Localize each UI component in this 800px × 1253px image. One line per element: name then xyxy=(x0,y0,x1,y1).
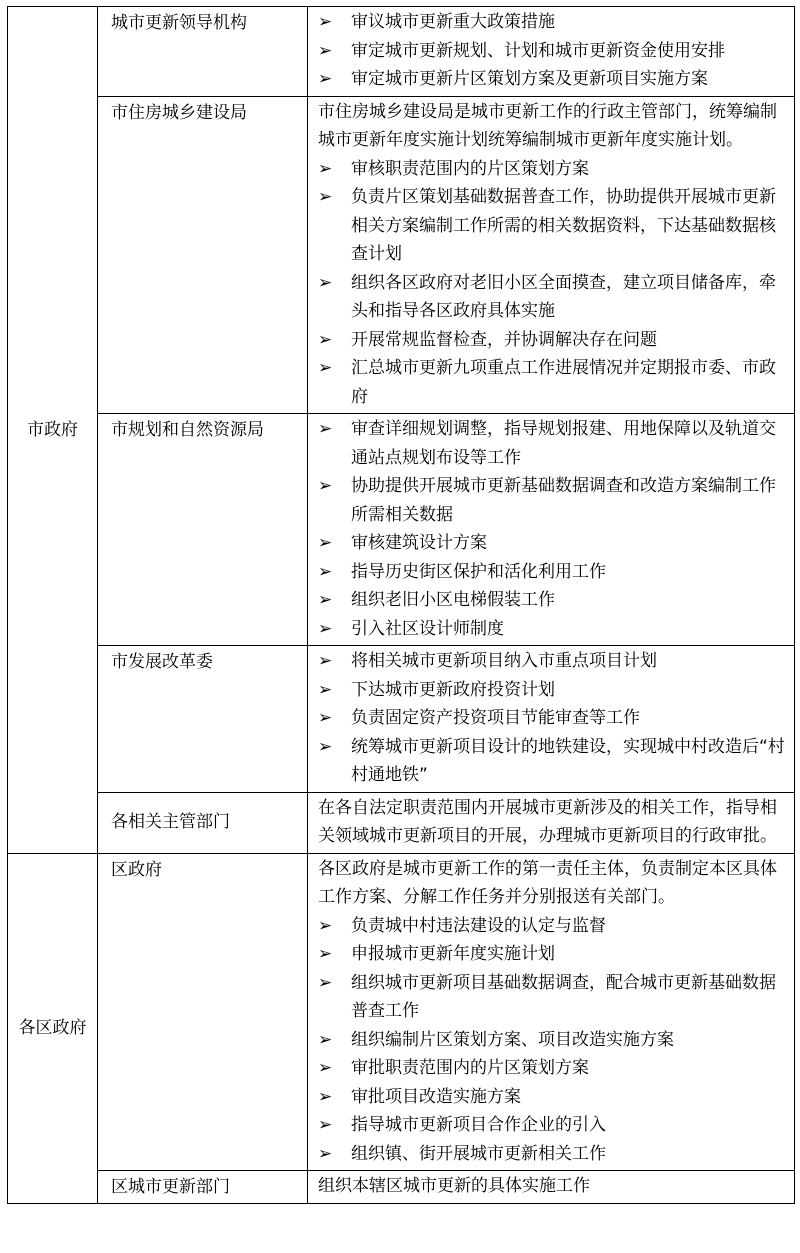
list-item: ➢ 申报城市更新年度实施计划 xyxy=(318,940,786,969)
arrow-bullet-icon: ➢ xyxy=(318,590,333,610)
arrow-bullet-icon: ➢ xyxy=(318,40,333,61)
duty-cell xyxy=(308,853,795,1171)
dept-cell xyxy=(98,646,308,793)
list-item: ➢ 负责城中村违法建设的认定与监督 xyxy=(318,912,786,941)
arrow-bullet-icon: ➢ xyxy=(318,1058,333,1078)
list-item: ➢ 组织镇、街开展城市更新相关工作 xyxy=(318,1140,786,1169)
dept-label: 市住房城乡建设局 xyxy=(111,102,247,123)
duty-cell xyxy=(308,792,795,853)
list-item: ➢ 负责片区策划基础数据普查工作，协助提供开展城市更新相关方案编制工作所需的相关数据资料，下达基础数据核查计划 xyxy=(318,183,786,269)
list-item: ➢ 审议城市更新重大政策措施 xyxy=(318,8,786,37)
table-row xyxy=(8,414,795,646)
table-row xyxy=(8,7,795,97)
duty-cell xyxy=(308,7,795,97)
dept-cell xyxy=(98,96,308,414)
list-item: ➢ 组织编制片区策划方案、项目改造实施方案 xyxy=(318,1026,786,1055)
arrow-bullet-icon: ➢ xyxy=(318,476,333,496)
list-item: ➢ 开展常规监督检查，并协调解决存在问题 xyxy=(318,326,786,355)
arrow-bullet-icon: ➢ xyxy=(318,272,333,293)
arrow-bullet-icon: ➢ xyxy=(318,618,333,639)
arrow-bullet-icon: ➢ xyxy=(318,69,333,89)
arrow-bullet-icon: ➢ xyxy=(318,12,333,32)
gov-cell-city xyxy=(8,7,98,854)
duty-cell xyxy=(308,646,795,793)
list-item: ➢ 统筹城市更新项目设计的地铁建设，实现城中村改造后“村村通地铁” xyxy=(318,733,786,790)
table-row xyxy=(8,646,795,793)
dept-cell xyxy=(98,7,308,97)
list-item: ➢ 审批项目改造实施方案 xyxy=(318,1083,786,1112)
list-item: ➢ 审批职责范围内的片区策划方案 xyxy=(318,1054,786,1083)
arrow-bullet-icon: ➢ xyxy=(318,329,333,350)
table-row xyxy=(8,96,795,414)
gov-label: 各区政府 xyxy=(18,1017,87,1038)
table-row xyxy=(8,853,795,1171)
list-item: ➢ 负责固定资产投资项目节能审查等工作 xyxy=(318,704,786,733)
table-row xyxy=(8,792,795,853)
dept-cell xyxy=(98,853,308,1171)
list-item: ➢ 下达城市更新政府投资计划 xyxy=(318,676,786,705)
gov-label: 市政府 xyxy=(27,419,78,440)
gov-cell-district xyxy=(8,853,98,1203)
responsibility-table xyxy=(7,6,795,1204)
dept-cell xyxy=(98,414,308,646)
arrow-bullet-icon: ➢ xyxy=(318,1086,333,1107)
arrow-bullet-icon: ➢ xyxy=(318,358,333,378)
arrow-bullet-icon: ➢ xyxy=(318,708,333,728)
list-item: ➢ 审定城市更新片区策划方案及更新项目实施方案 xyxy=(318,65,786,94)
dept-label: 各相关主管部门 xyxy=(111,812,230,833)
duty-intro: 各区政府是城市更新工作的第一责任主体，负责制定本区具体工作方案、分解工作任务并分别报送有关部门。 xyxy=(318,858,777,907)
arrow-bullet-icon: ➢ xyxy=(318,419,333,439)
arrow-bullet-icon: ➢ xyxy=(318,1115,333,1135)
dept-cell xyxy=(98,792,308,853)
duty-cell xyxy=(308,96,795,414)
list-item: ➢ 审核职责范围内的片区策划方案 xyxy=(318,155,786,184)
list-item: ➢ 组织老旧小区电梯假装工作 xyxy=(318,586,786,615)
arrow-bullet-icon: ➢ xyxy=(318,561,333,582)
list-item: ➢ 审查详细规划调整，指导规划报建、用地保障以及轨道交通站点规划布设等工作 xyxy=(318,415,786,472)
dept-cell xyxy=(98,1171,308,1204)
list-item: ➢ 组织各区政府对老旧小区全面摸查，建立项目储备库，牵头和指导各区政府具体实施 xyxy=(318,269,786,326)
table-row xyxy=(8,1171,795,1204)
duty-intro: 市住房城乡建设局是城市更新工作的行政主管部门，统筹编制城市更新年度实施计划统筹编制城市更新年度实施计划。 xyxy=(318,101,777,150)
arrow-bullet-icon: ➢ xyxy=(318,651,333,671)
arrow-bullet-icon: ➢ xyxy=(318,187,333,207)
arrow-bullet-icon: ➢ xyxy=(318,533,333,553)
list-item: ➢ 指导城市更新项目合作企业的引入 xyxy=(318,1111,786,1140)
duty-intro: 在各自法定职责范围内开展城市更新涉及的相关工作，指导相关领域城市更新项目的开展，办理城市更新项目的行政审批。 xyxy=(318,797,777,846)
dept-label: 城市更新领导机构 xyxy=(111,13,247,33)
list-item: ➢ 指导历史街区保护和活化利用工作 xyxy=(318,558,786,587)
arrow-bullet-icon: ➢ xyxy=(318,972,333,993)
duty-intro: 组织本辖区城市更新的具体实施工作 xyxy=(318,1176,590,1196)
arrow-bullet-icon: ➢ xyxy=(318,944,333,964)
list-item: ➢ 审定城市更新规划、计划和城市更新资金使用安排 xyxy=(318,37,786,66)
dept-label: 市规划和自然资源局 xyxy=(111,420,264,440)
list-item: ➢ 将相关城市更新项目纳入市重点项目计划 xyxy=(318,647,786,676)
list-item: ➢ 引入社区设计师制度 xyxy=(318,615,786,644)
list-item: ➢ 审核建筑设计方案 xyxy=(318,529,786,558)
list-item: ➢ 汇总城市更新九项重点工作进展情况并定期报市委、市政府 xyxy=(318,354,786,411)
arrow-bullet-icon: ➢ xyxy=(318,679,333,700)
duty-cell xyxy=(308,1171,795,1204)
dept-label: 区政府 xyxy=(111,859,162,880)
dept-label: 区城市更新部门 xyxy=(111,1177,230,1197)
arrow-bullet-icon: ➢ xyxy=(318,915,333,936)
list-item: ➢ 组织城市更新项目基础数据调查，配合城市更新基础数据普查工作 xyxy=(318,969,786,1026)
dept-label: 市发展改革委 xyxy=(111,652,213,672)
list-item: ➢ 协助提供开展城市更新基础数据调查和改造方案编制工作所需相关数据 xyxy=(318,472,786,529)
arrow-bullet-icon: ➢ xyxy=(318,1143,333,1164)
arrow-bullet-icon: ➢ xyxy=(318,158,333,179)
arrow-bullet-icon: ➢ xyxy=(318,736,333,757)
arrow-bullet-icon: ➢ xyxy=(318,1029,333,1050)
duty-cell xyxy=(308,414,795,646)
